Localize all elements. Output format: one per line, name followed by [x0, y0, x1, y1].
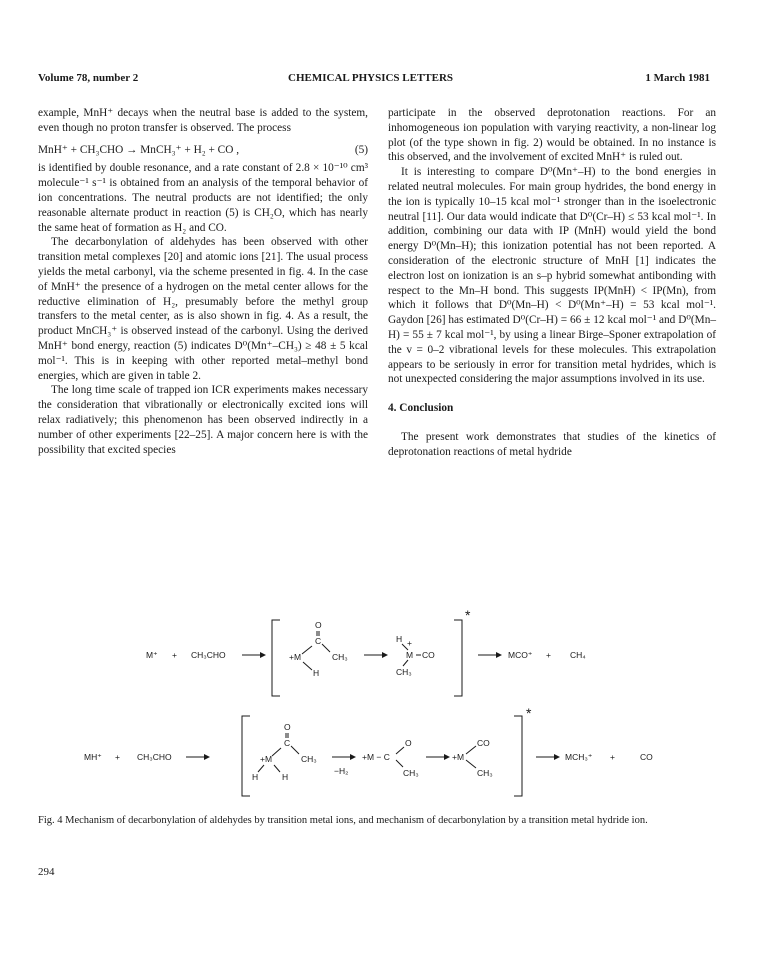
atom-label: C	[284, 738, 291, 748]
arrowhead	[382, 652, 388, 658]
excited-star: *	[465, 607, 471, 623]
atom-label: +M	[452, 752, 465, 762]
arrowhead	[444, 754, 450, 760]
product-label: CH₄	[570, 650, 586, 660]
bond	[291, 746, 299, 754]
bond	[272, 748, 281, 756]
reactant-label: MH⁺	[84, 752, 102, 762]
equation-number: (5)	[354, 143, 368, 156]
arrowhead	[554, 754, 560, 760]
left-bracket	[272, 620, 280, 696]
atom-label: CH₃	[477, 768, 493, 778]
atom-label: H	[313, 668, 320, 678]
excited-star: *	[526, 705, 532, 721]
mechanism-row-1	[146, 607, 586, 696]
arrowhead	[496, 652, 502, 658]
elimination-label: −H₂	[334, 766, 349, 776]
journal-title: CHEMICAL PHYSICS LETTERS	[288, 72, 454, 84]
atom-label: +M	[289, 652, 302, 662]
paragraph: example, MnH⁺ decays when the neutral base is added to the system, even though no proton transfer is observed. The process	[38, 107, 368, 134]
atom-label: CO	[477, 738, 490, 748]
bond	[302, 646, 312, 654]
atom-label: H	[252, 772, 259, 782]
bond	[466, 746, 476, 754]
volume-label: Volume 78, number 2	[38, 72, 139, 84]
product-label: MCH₃⁺	[565, 752, 593, 762]
product-label: CO	[640, 752, 653, 762]
issue-date: 1 March 1981	[645, 72, 710, 84]
section-heading: 4. Conclusion	[388, 402, 454, 415]
atom-label: H	[396, 634, 403, 644]
mechanism-row-2	[84, 705, 653, 796]
atom-label: O	[284, 722, 291, 732]
equation-5	[38, 143, 368, 158]
bond	[403, 660, 408, 666]
page-number: 294	[38, 866, 55, 878]
atom-label: +M	[260, 754, 273, 764]
left-bracket	[242, 716, 250, 796]
atom-label: +M − C	[362, 752, 390, 762]
running-header	[38, 72, 710, 88]
reactant-label: M⁺	[146, 650, 158, 660]
right-bracket	[514, 716, 522, 796]
left-column	[38, 106, 368, 457]
plus-sign: +	[115, 752, 120, 762]
paragraph: The present work demonstrates that studies of the kinetics of deprotonation reactions of metal hydride	[388, 430, 716, 458]
atom-label: O	[315, 620, 322, 630]
reactant-label: CH₃CHO	[137, 752, 172, 762]
bond	[258, 765, 264, 772]
bond	[322, 644, 330, 652]
bond	[466, 760, 476, 768]
product-label: MCO⁺	[508, 650, 533, 660]
paragraph: is identified by double resonance, and a rate constant of 2.8 × 10⁻¹⁰ cm³ molecule⁻¹ s⁻¹ is obtained from an analysis of the temporal behavior of ion concentrations. The neutral products are not identified; the only reasonable alternate product in reaction (5) is CH₂O, which has nearly the same heat of formation as H₂ and CO.	[38, 162, 368, 234]
paragraph: It is interesting to compare D⁰(Mn⁺–H) to the bond energies in related neutral molecules. For main group hydrides, the bond energy in the ion is typically 10–15 kcal mol⁻¹ stronger than in the isoelectronic neutral [11]. Our data would indicate that D⁰(Cr–H) ≤ 53 kcal mol⁻¹. In addition, combining our data with IP (MnH) would yield the bond energy D⁰(Mn–H); this ionization potential has not been reported. A consideration of the electronic structure of MnH [1] indicates the electron lost on ionization is an s–p hybrid somewhat antibonding with respect to the Mn–H bond. This suggests IP(MnH) < IP(Mn), from which it follows that D⁰(Mn–H) < D⁰(Mn⁺–H) = 53 kcal mol⁻¹. Gaydon [26] has estimated D⁰(Cr–H) = 66 ± 12 kcal mol⁻¹ and D⁰(Mn–H) = 55 ± 7 kcal mol⁻¹, by using a linear Birge–Sponer extrapolation of the v = 0–2 vibrational levels for these molecules. This extrapolation appears to be seriously in error for transition metal hydrides, which is not unexpected considering the major assumptions involved in its use.	[388, 166, 716, 386]
paragraph: participate in the observed deprotonation reactions. For an inhomogeneous ion population with varying reactivity, a non-linear log plot (of the type shown in fig. 2) would be obtained. In no instance is this observed, and the involvement of excited MnH⁺ is ruled out.	[388, 107, 716, 164]
paragraph: The decarbonylation of aldehydes has been observed with other transition metal complexes [20] and atomic ions [21]. The usual process yields the metal carbonyl, via the scheme presented in fig. 4. In the case of MnH⁺ the presence of a hydrogen on the metal center allows for the reductive elimination of H₂, presumably before the methyl group transfers to the metal center, as is also shown in fig. 4. As a result, the product MnCH₃⁺ is observed instead of the carbonyl. Using the derived MnH⁺ bond energy, reaction (5) indicates D⁰(Mn⁺–CH₃) ≥ 48 ± 5 kcal mol⁻¹. This is in keeping with other reported metal–methyl bond energies, which are given in table 2.	[38, 236, 368, 382]
plus-sign: +	[172, 650, 177, 660]
plus-sign: +	[610, 752, 615, 762]
atom-label: H	[282, 772, 289, 782]
atom-label: CH₃	[332, 652, 348, 662]
right-column	[388, 106, 716, 460]
bond	[396, 760, 403, 767]
paragraph: The long time scale of trapped ion ICR experiments makes necessary the consideration that vibrationally or electronically excited ions will relax radiatively; this phenomenon has been observed indirectly in a number of other experiments [22–25]. A major concern here is with the possibility that excited species	[38, 384, 368, 456]
atom-label: O	[405, 738, 412, 748]
equation-text: MnH⁺ + CH₃CHO → MnCH₃⁺ + H₂ + CO ,	[38, 143, 240, 156]
mechanism-figure	[84, 607, 700, 808]
right-bracket	[454, 620, 462, 696]
atom-label: CH₃	[403, 768, 419, 778]
arrowhead	[260, 652, 266, 658]
arrowhead	[204, 754, 210, 760]
atom-label: M	[406, 650, 414, 660]
atom-label: C	[315, 636, 322, 646]
figure-caption: Fig. 4 Mechanism of decarbonylation of aldehydes by transition metal ions, and mechanism of decarbonylation by a transition metal hydride ion.	[38, 815, 648, 826]
atom-label: CH₃	[301, 754, 317, 764]
plus-sign: +	[546, 650, 551, 660]
reactant-label: CH₃CHO	[191, 650, 226, 660]
bond	[396, 747, 404, 754]
bond	[303, 662, 312, 670]
atom-label: CH₃	[396, 667, 412, 677]
atom-label: CO	[422, 650, 435, 660]
charge-label: +	[407, 638, 412, 648]
bond	[274, 765, 280, 772]
arrowhead	[350, 754, 356, 760]
